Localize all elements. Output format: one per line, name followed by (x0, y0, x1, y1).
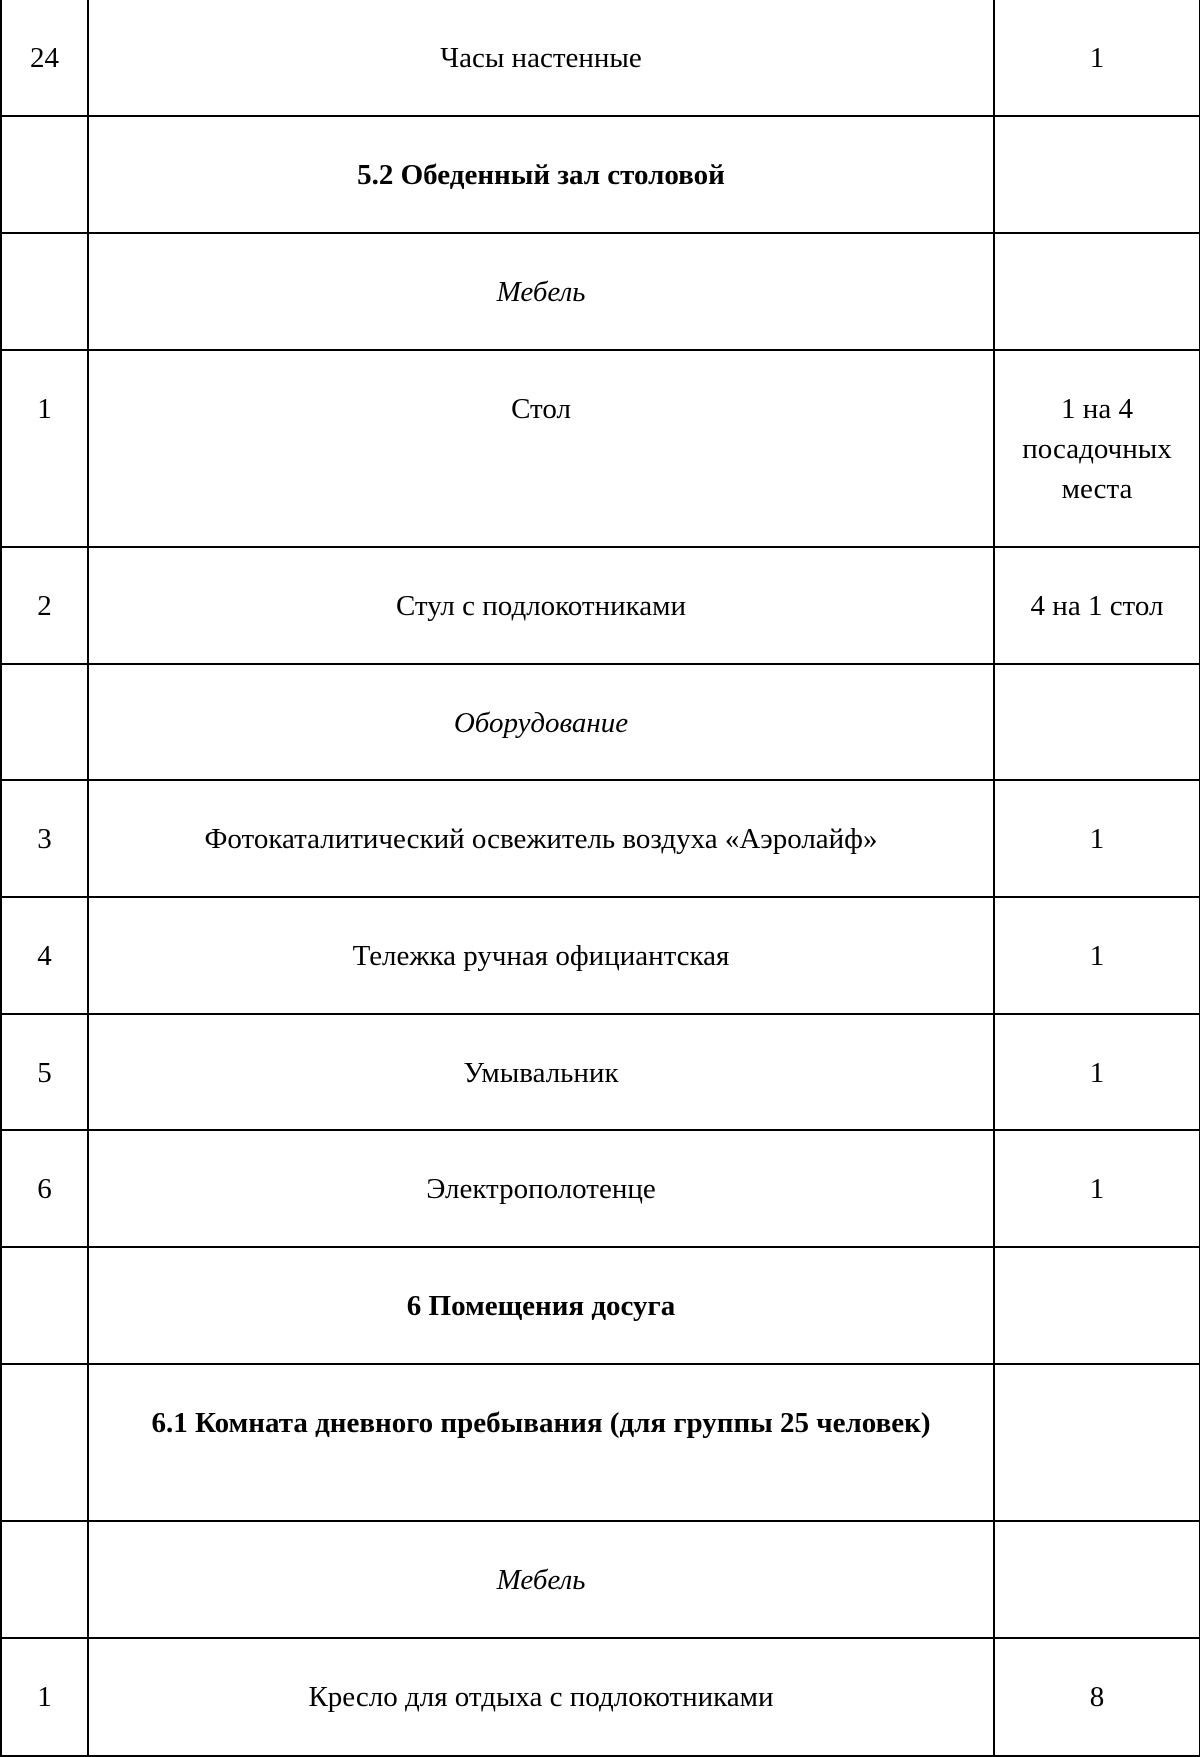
item-name: Стол (88, 350, 994, 547)
item-name: Электрополотенце (88, 1130, 994, 1247)
item-quantity: 8 (994, 1638, 1200, 1756)
item-quantity (994, 233, 1200, 350)
item-quantity: 1 (994, 780, 1200, 897)
item-name: Стул с подлокотниками (88, 547, 994, 664)
table-row (1, 897, 1200, 1014)
item-name: Кресло для отдыха с подлокотниками (88, 1638, 994, 1756)
table-row (1, 547, 1200, 664)
item-quantity: 1 на 4 посадочных места (994, 350, 1200, 547)
item-quantity: 1 (994, 1130, 1200, 1247)
item-name: Умывальник (88, 1014, 994, 1130)
table-row (1, 780, 1200, 897)
row-number (1, 1521, 88, 1638)
section-heading: 6 Помещения досуга (88, 1247, 994, 1364)
row-number: 4 (1, 897, 88, 1014)
item-name: Тележка ручная официантская (88, 897, 994, 1014)
item-quantity (994, 1521, 1200, 1638)
section-heading: 6.1 Комната дневного пребывания (для группы 25 человек) (88, 1364, 994, 1521)
row-number (1, 664, 88, 780)
category-label: Оборудование (88, 664, 994, 780)
section-heading-row (1, 116, 1200, 233)
item-quantity (994, 116, 1200, 233)
category-row (1, 664, 1200, 780)
row-number (1, 116, 88, 233)
item-quantity: 1 (994, 897, 1200, 1014)
category-row (1, 233, 1200, 350)
row-number: 6 (1, 1130, 88, 1247)
item-quantity: 4 на 1 стол (994, 547, 1200, 664)
table-row (1, 1638, 1200, 1756)
row-number: 3 (1, 780, 88, 897)
item-quantity (994, 664, 1200, 780)
row-number: 5 (1, 1014, 88, 1130)
section-heading-row (1, 1247, 1200, 1364)
row-number: 1 (1, 1638, 88, 1756)
table-row (1, 350, 1200, 547)
item-quantity: 1 (994, 0, 1200, 116)
row-number (1, 233, 88, 350)
item-quantity (994, 1364, 1200, 1521)
section-heading: 5.2 Обеденный зал столовой (88, 116, 994, 233)
table-row (1, 0, 1200, 116)
row-number (1, 1364, 88, 1521)
row-number: 24 (1, 0, 88, 116)
item-name: Часы настенные (88, 0, 994, 116)
section-heading-row (1, 1364, 1200, 1521)
item-name: Фотокаталитический освежитель воздуха «Аэролайф» (88, 780, 994, 897)
category-label: Мебель (88, 233, 994, 350)
item-quantity (994, 1247, 1200, 1364)
table-row (1, 1130, 1200, 1247)
category-row (1, 1521, 1200, 1638)
item-quantity: 1 (994, 1014, 1200, 1130)
row-number: 2 (1, 547, 88, 664)
category-label: Мебель (88, 1521, 994, 1638)
row-number (1, 1247, 88, 1364)
equipment-table-body (1, 0, 1200, 1756)
table-row (1, 1014, 1200, 1130)
row-number: 1 (1, 350, 88, 547)
